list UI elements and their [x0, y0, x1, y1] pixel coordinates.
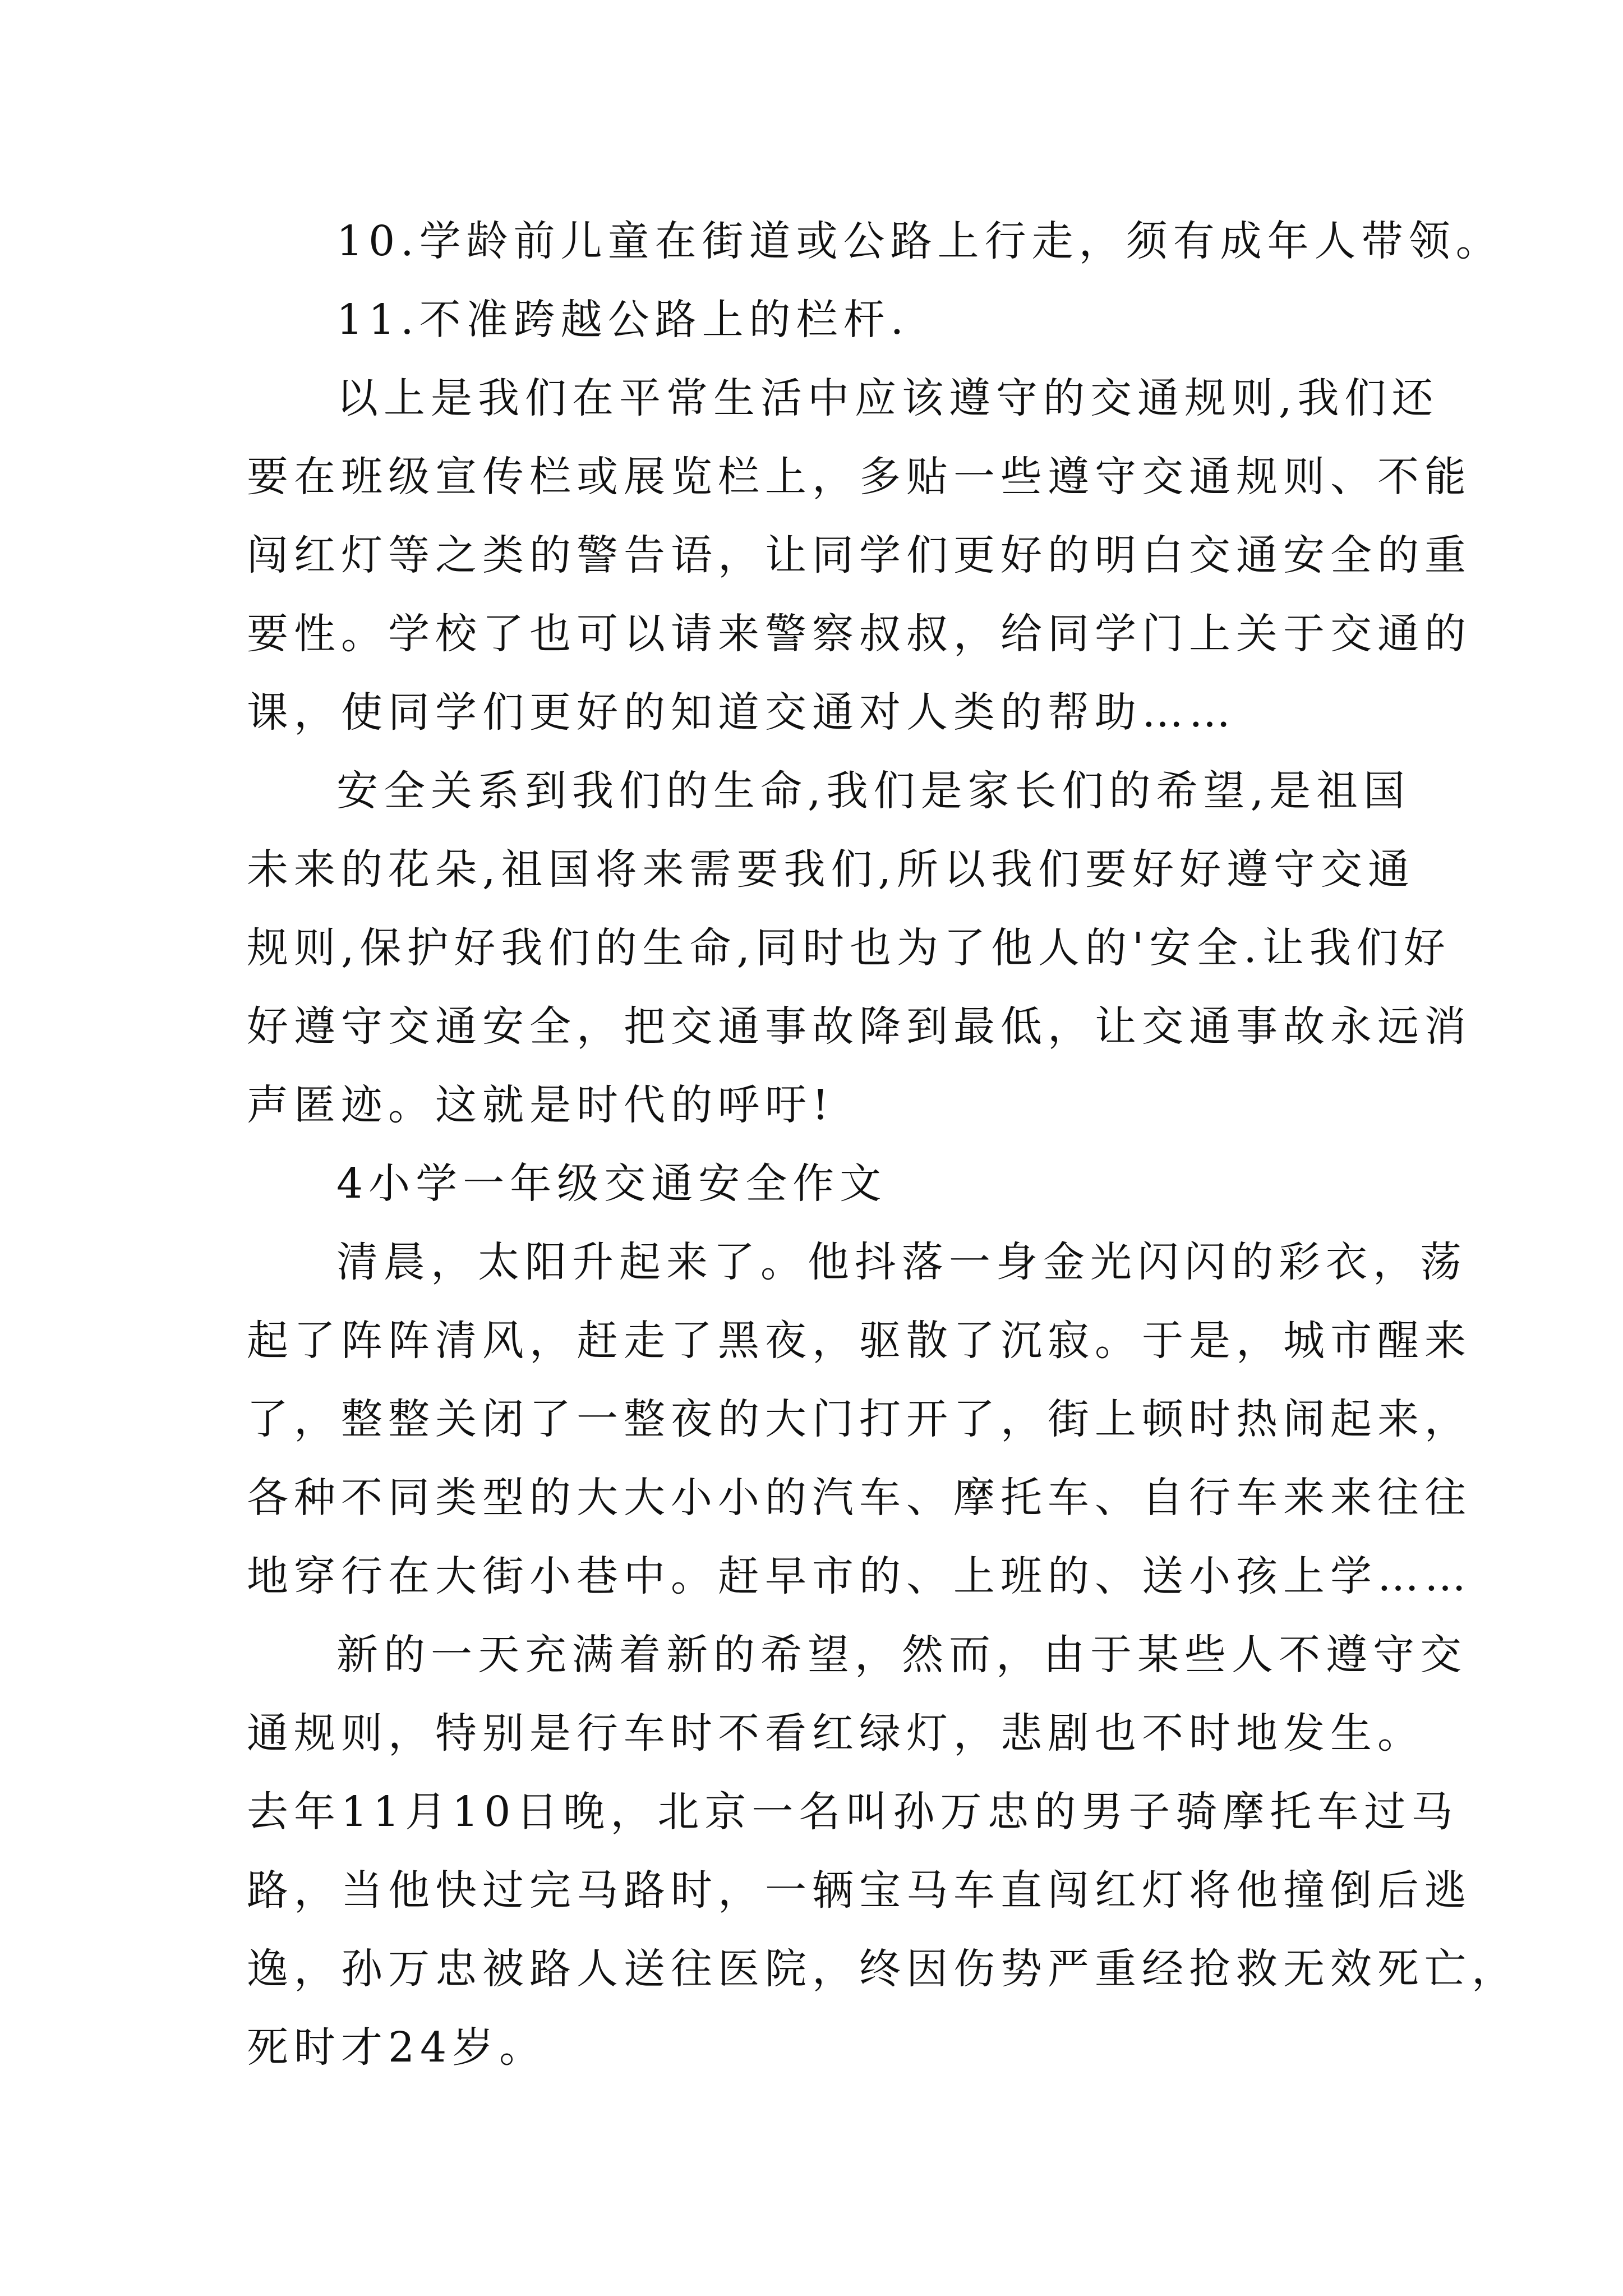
text-line-3: 以上是我们在平常生活中应该遵守的交通规则,我们还 — [336, 374, 1439, 422]
text-line-24: 死时才24岁。 — [247, 2023, 547, 2072]
text-line-17: 各种不同类型的大大小小的汽车、摩托车、自行车来来往往 — [247, 1474, 1472, 1522]
text-line-21: 去年11月10日晚，北京一名叫孙万忠的男子骑摩托车过马 — [247, 1788, 1459, 1836]
text-line-15: 起了阵阵清风，赶走了黑夜，驱散了沉寂。于是，城市醒来 — [247, 1317, 1472, 1365]
text-line-11: 好遵守交通安全，把交通事故降到最低，让交通事故永远消 — [247, 1002, 1472, 1051]
text-line-7: 课，使同学们更好的知道交通对人类的帮助…… — [247, 688, 1236, 737]
text-line-10: 规则,保护好我们的生命,同时也为了他人的'安全.让我们好 — [247, 924, 1451, 972]
text-line-20: 通规则，特别是行车时不看红绿灯，悲剧也不时地发生。 — [247, 1709, 1424, 1757]
text-line-6: 要性。学校了也可以请来警察叔叔，给同学门上关于交通的 — [247, 610, 1472, 658]
text-line-23: 逸，孙万忠被路人送往医院，终因伤势严重经抢救无效死亡， — [247, 1945, 1519, 1993]
text-line-9: 未来的花朵,祖国将来需要我们,所以我们要好好遵守交通 — [247, 845, 1415, 894]
text-line-19: 新的一天充满着新的希望，然而，由于某些人不遵守交 — [336, 1631, 1467, 1679]
text-line-16: 了，整整关闭了一整夜的大门打开了，街上顿时热闹起来， — [247, 1395, 1472, 1443]
text-line-18: 地穿行在大街小巷中。赶早市的、上班的、送小孩上学…… — [247, 1552, 1472, 1600]
text-line-14: 清晨，太阳升起来了。他抖落一身金光闪闪的彩衣，荡 — [336, 1238, 1467, 1286]
text-line-1: 10.学龄前儿童在街道或公路上行走，须有成年人带领。 — [336, 217, 1503, 265]
section-heading: 4小学一年级交通安全作文 — [336, 1159, 887, 1208]
text-line-5: 闯红灯等之类的警告语，让同学们更好的明白交通安全的重 — [247, 531, 1472, 579]
text-line-12: 声匿迹。这就是时代的呼吁! — [247, 1081, 834, 1129]
text-line-2: 11.不准跨越公路上的栏杆. — [336, 296, 910, 344]
text-line-4: 要在班级宣传栏或展览栏上，多贴一些遵守交通规则、不能 — [247, 453, 1472, 501]
text-line-8: 安全关系到我们的生命,我们是家长们的希望,是祖国 — [336, 767, 1411, 815]
text-line-22: 路，当他快过完马路时，一辆宝马车直闯红灯将他撞倒后逃 — [247, 1866, 1472, 1915]
